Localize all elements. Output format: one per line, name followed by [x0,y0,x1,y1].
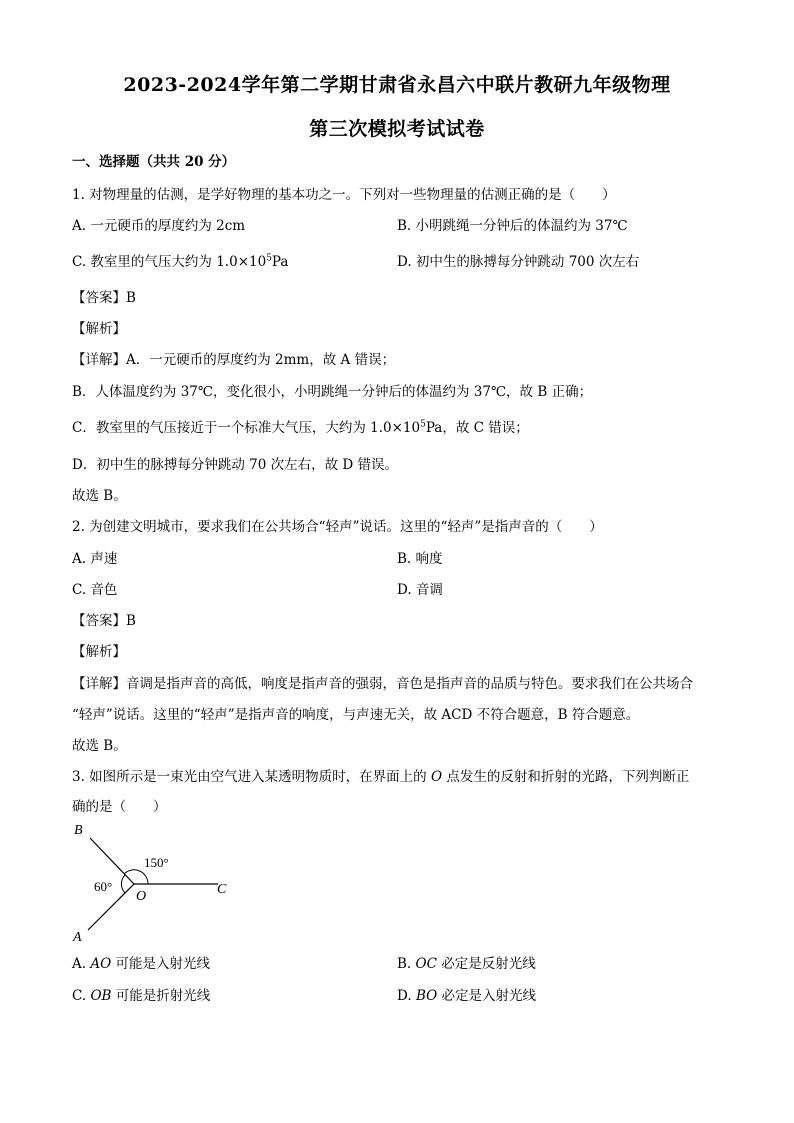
q3-stem-point-o: O [430,769,443,785]
q3-option-a [72,952,210,972]
exam-subtitle: 第三次模拟考试试卷 [309,118,485,140]
q1-detail-1: 【详解】A．一元硬币的厚度约为 2mm，故 A 错误； [72,352,396,368]
exam-title: 2023-2024学年第二学期甘肃省永昌六中联片教研九年级物理 [123,74,671,96]
q2-option-b: B. 响度 [397,551,443,567]
q3-option-c-letter: C. [72,988,91,1004]
q2-detail-2: “轻声”说话。这里的“轻声”是指声音的响度，与声速无关，故 ACD 不符合题意，B 符合题意。 [72,707,640,723]
q3-option-d-ray: BO [415,988,438,1004]
q1-detail-2: B．人体温度约为 37℃，变化很小，小明跳绳一分钟后的体温约为 37℃，故 B 正确； [72,384,593,400]
q3-option-a-letter: A. [72,956,91,972]
q1-option-d: D. 初中生的脉搏每分钟跳动 700 次左右 [397,254,640,270]
q2-option-d: D. 音调 [397,582,443,598]
label-a: A [73,930,82,945]
q1-option-c-text: C. 教室里的气压大约为 1.0×10 [72,254,267,270]
angle-label-60: 60° [94,879,113,894]
q3-option-a-text: 可能是入射光线 [111,956,210,972]
q1-option-c-exponent: 5 [266,253,272,264]
q3-option-d [397,984,536,1004]
q1-detail-3 [72,416,529,436]
q3-option-b-ray: OC [415,956,437,972]
q3-option-a-ray: AO [90,956,112,972]
q3-option-b-text: 必定是反射光线 [436,956,536,972]
q1-option-c-unit: Pa [271,254,289,270]
q3-stem-line-1 [72,765,689,785]
q1-option-c [72,250,288,270]
q3-stem-text-b: 点发生的反射和折射的光路，下列判断正 [442,769,690,785]
label-o: O [136,889,147,904]
q1-detail-4: D．初中生的脉搏每分钟跳动 70 次左右，故 D 错误。 [72,457,398,473]
label-c: C [217,882,227,897]
q2-answer: 【答案】B [72,613,136,629]
q1-detail-3-exponent: 5 [420,419,426,430]
q3-stem-text-a: 3. 如图所示是一束光由空气进入某透明物质时，在界面上的 [72,769,431,785]
q2-stem: 2. 为创建文明城市，要求我们在公共场合“轻声”说话。这里的“轻声”是指声音的（ ） [72,519,603,535]
q2-detail-1: 【详解】音调是指声音的高低，响度是指声音的强弱，音色是指声音的品质与特色。要求我们在公共场合 [72,676,693,692]
q3-option-d-letter: D. [397,988,416,1004]
q1-answer: 【答案】B [72,290,136,306]
q1-option-b: B. 小明跳绳一分钟后的体温约为 37℃ [397,218,628,234]
q1-detail-3-unit: Pa，故 C 错误； [425,420,529,436]
q1-stem: 1. 对物理量的估测，是学好物理的基本功之一。下列对一些物理量的估测正确的是（ ） [72,187,616,203]
angle-label-150: 150° [144,855,169,870]
q1-detail-3-text: C．教室里的气压接近于一个标准大气压，大约为 1.0×10 [72,420,421,436]
q1-conclusion: 故选 B。 [72,488,127,504]
ray-bo [90,838,134,884]
q1-analysis-label: 【解析】 [72,321,126,337]
section-heading: 一、选择题（共共 20 分） [72,154,236,170]
q2-analysis-label: 【解析】 [72,644,126,660]
q3-option-b-letter: B. [397,956,416,972]
q3-option-d-text: 必定是入射光线 [437,988,536,1004]
q2-option-a: A. 声速 [72,551,118,567]
q3-option-c-text: 可能是折射光线 [111,988,211,1004]
label-b: B [74,823,83,838]
q3-option-b [397,952,536,972]
q3-option-c-ray: OB [90,988,112,1004]
light-path-diagram [68,820,248,945]
q1-option-a: A. 一元硬币的厚度约为 2cm [72,218,246,234]
angle-arc-60 [121,875,125,893]
q3-stem-line-2: 确的是（ ） [72,799,167,815]
q3-option-c [72,984,210,1004]
q2-option-c: C. 音色 [72,582,118,598]
q2-conclusion: 故选 B。 [72,738,127,754]
